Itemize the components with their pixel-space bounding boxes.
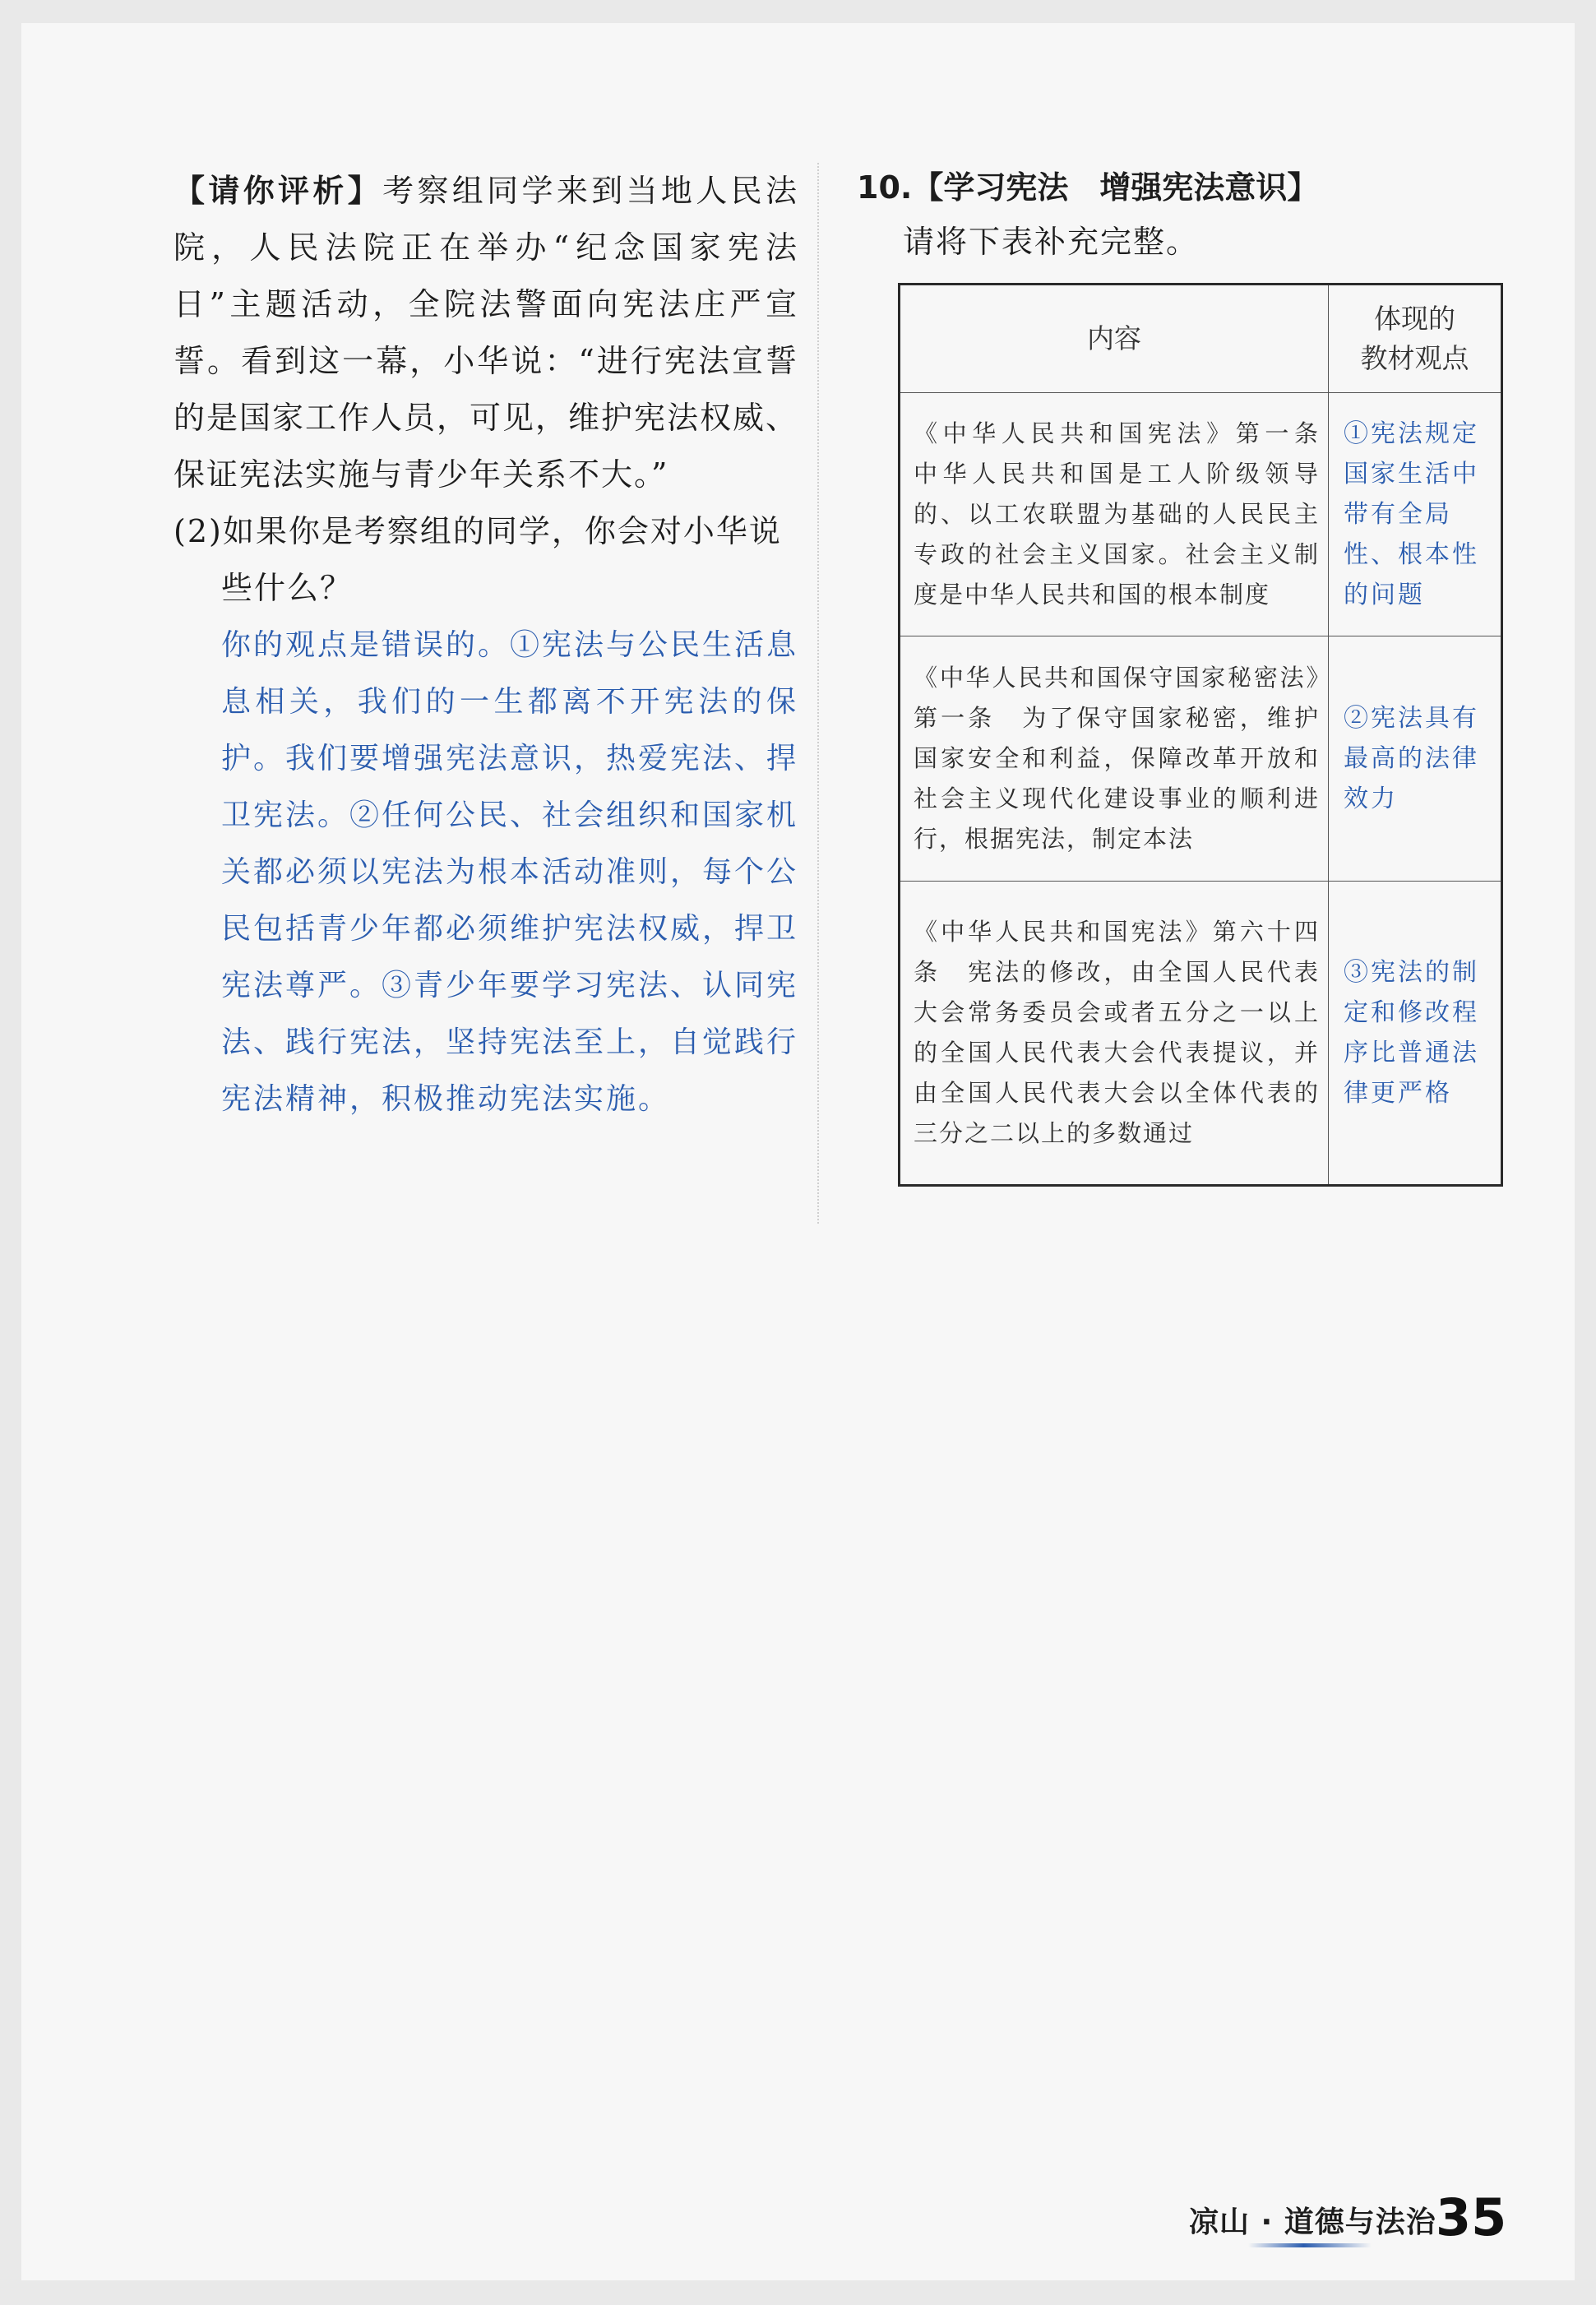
row-2-content: 《中华人民共和国保守国家秘密法》第一条 为了保守国家秘密，维护国家安全和利益，保障改革开放和社会主义现代化建设事业的顺利进行，根据宪法，制定本法: [900, 636, 1329, 882]
row-1-content: 《中华人民共和国宪法》第一条 中华人民共和国是工人阶级领导的、以工农联盟为基础的人民民主专政的社会主义国家。社会主义制度是中华人民共和国的根本制度: [900, 393, 1329, 636]
page-footer: [1156, 2187, 1507, 2261]
table-row: [900, 393, 1502, 636]
footer-underline: [1248, 2243, 1372, 2247]
header-view: [1329, 285, 1502, 393]
left-column: [173, 163, 798, 1127]
question-10-heading: [857, 163, 1515, 212]
table-row: [900, 636, 1502, 882]
header-view-label: 体现的 教材观点: [1360, 303, 1469, 374]
question-title: 【学习宪法 增强宪法意识】: [912, 169, 1319, 206]
table-row: [900, 882, 1502, 1186]
page: [21, 23, 1575, 2280]
constitution-table: [898, 283, 1503, 1187]
header-content: 内容: [900, 285, 1329, 393]
evaluate-tag: 【请你评析】: [173, 173, 383, 209]
column-divider: [817, 163, 819, 1224]
page-number: 35: [1436, 2187, 1507, 2247]
table-header-row: [900, 285, 1502, 393]
question-instruction: 请将下表补充完整。: [903, 224, 1200, 260]
question-number: 10.: [857, 169, 913, 206]
row-2-view: ②宪法具有最高的法律效力: [1329, 636, 1502, 882]
row-3-view: ③宪法的制定和修改程序比普通法律更严格: [1329, 882, 1502, 1186]
right-column: [857, 163, 1515, 1147]
answer-2: 你的观点是错误的。①宪法与公民生活息息相关，我们的一生都离不开宪法的保护。我们要增强宪法意识，热爱宪法、捍卫宪法。②任何公民、社会组织和国家机关都必须以宪法为根本活动准则，每个公民包括青少年都必须维护宪法权威，捍卫宪法尊严。③青少年要学习宪法、认同宪法、践行宪法，坚持宪法至上，自觉践行宪法精神，积极推动宪法实施。: [221, 628, 799, 1116]
footer-title: 凉山 · 道德与法治: [1189, 2205, 1436, 2239]
row-1-view: ①宪法规定国家生活中带有全局性、根本性的问题: [1329, 393, 1502, 636]
row-3-content: 《中华人民共和国宪法》第六十四条 宪法的修改，由全国人民代表大会常务委员会或者五分之一以上的全国人民代表大会代表提议，并由全国人民代表大会以全体代表的三分之二以上的多数通过: [900, 882, 1329, 1186]
evaluate-paragraph: [173, 163, 798, 503]
question-2: (2)如果你是考察组的同学，你会对小华说些什么？: [173, 513, 782, 606]
evaluate-text: 考察组同学来到当地人民法院，人民法院正在举办“纪念国家宪法日”主题活动，全院法警面向宪法庄严宣誓。看到这一幕，小华说：“进行宪法宣誓的是国家工作人员，可见，维护宪法权威、保证宪法实施与青少年关系不大。”: [173, 173, 799, 493]
